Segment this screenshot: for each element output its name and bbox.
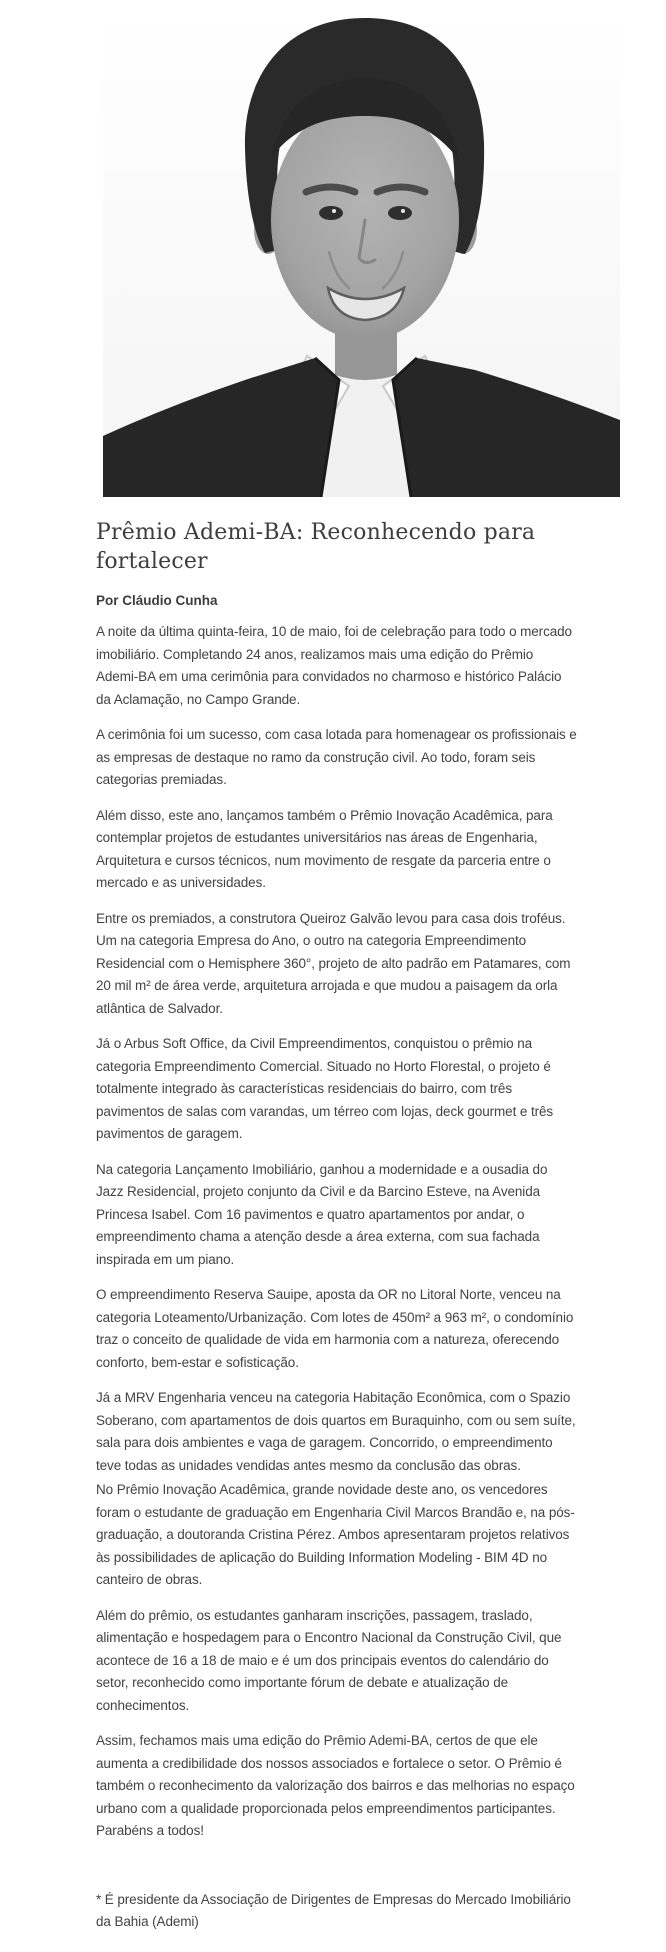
article-content [96,518,578,1952]
paragraph: Entre os premiados, a construtora Queiroz Galvão levou para casa dois troféus. Um na categoria Empresa do Ano, o outro na categoria Empreendimento Residencial com o Hemisphere 360°, projeto de alto padrão em Patamares, com 20 mil m² de área verde, arquitetura arrojada e que mudou a paisagem da orla atlântica de Salvador. [96,910,571,1016]
author-footnote: * É presidente da Associação de Dirigentes de Empresas do Mercado Imobiliário da Bahia (Ademi) [96,1891,571,1929]
paragraph: Além disso, este ano, lançamos também o Prêmio Inovação Acadêmica, para contemplar projetos de estudantes universitários nas áreas de Engenharia, Arquitetura e cursos técnicos, num movimento de resgate da parceria entre o mercado e as universidades. [96,807,553,890]
paragraph: Já a MRV Engenharia venceu na categoria Habitação Econômica, com o Spazio Soberano, com apartamentos de dois quartos em Buraquinho, com ou sem suíte, sala para dois ambientes e vaga de garagem. Concorrido, o empreendimento teve todas as unidades vendidas antes mesmo da conclusão das obras. [96,1390,576,1473]
paragraph: Na categoria Lançamento Imobiliário, ganhou a modernidade e a ousadia do Jazz Residencial, projeto conjunto da Civil e da Barcino Esteve, na Avenida Princesa Isabel. Com 16 pavimentos e quatro apartamentos por andar, o empreendimento chama a atenção desde a área externa, com sua fachada inspirada em um piano. [96,1161,548,1267]
byline: Por Cláudio Cunha [96,593,218,608]
paragraph: No Prêmio Inovação Acadêmica, grande novidade deste ano, os vencedores foram o estudante de graduação em Engenharia Civil Marcos Brandão e, na pós-graduação, a doutoranda Cristina Pérez. Ambos apresentaram projetos relativos às possibilidades de aplicação do Building Information Modeling - BIM 4D no canteiro de obras. [96,1482,575,1587]
paragraph: Já o Arbus Soft Office, da Civil Empreendimentos, conquistou o prêmio na categoria Empreendimento Comercial. Situado no Horto Florestal, o projeto é totalmente integrado às características residenciais do bairro, com três pavimentos de salas com varandas, um térreo com lojas, deck gourmet e três pavimentos de garagem. [96,1036,554,1141]
author-photo [103,8,620,497]
article-page [0,8,666,1952]
portrait-image [103,8,620,497]
paragraph: O empreendimento Reserva Sauipe, aposta da OR no Litoral Norte, venceu na categoria Loteamento/Urbanização. Com lotes de 450m² a 963 m², o condomínio traz o conceito de qualidade de vida em harmonia com a natureza, oferecendo conforto, bem-estar e sofisticação. [96,1287,574,1370]
paragraph: A cerimônia foi um sucesso, com casa lotada para homenagear os profissionais e as empresas de destaque no ramo da construção civil. Ao todo, foram seis categorias premiadas. [96,727,577,787]
article-body [96,621,578,1843]
paragraph: A noite da última quinta-feira, 10 de maio, foi de celebração para todo o mercado imobiliário. Completando 24 anos, realizamos mais uma edição do Prêmio Ademi-BA em uma cerimônia para convidados no charmoso e histórico Palácio da Aclamação, no Campo Grande. [96,624,572,707]
paragraph: Além do prêmio, os estudantes ganharam inscrições, passagem, traslado, alimentação e hospedagem para o Encontro Nacional da Construção Civil, que acontece de 16 a 18 de maio e é um dos principais eventos do calendário do setor, reconhecido como importante fórum de debate e atualização de conhecimentos. [96,1607,562,1713]
paragraph: Assim, fechamos mais uma edição do Prêmio Ademi-BA, certos de que ele aumenta a credibilidade dos nossos associados e fortalece o setor. O Prêmio é também o reconhecimento da valorização dos bairros e das melhorias no espaço urbano com a qualidade proporcionada pelos empreendimentos participantes. Parabéns a todos! [96,1733,575,1838]
page-title: Prêmio Ademi-BA: Reconhecendo para fortalecer [96,520,536,574]
